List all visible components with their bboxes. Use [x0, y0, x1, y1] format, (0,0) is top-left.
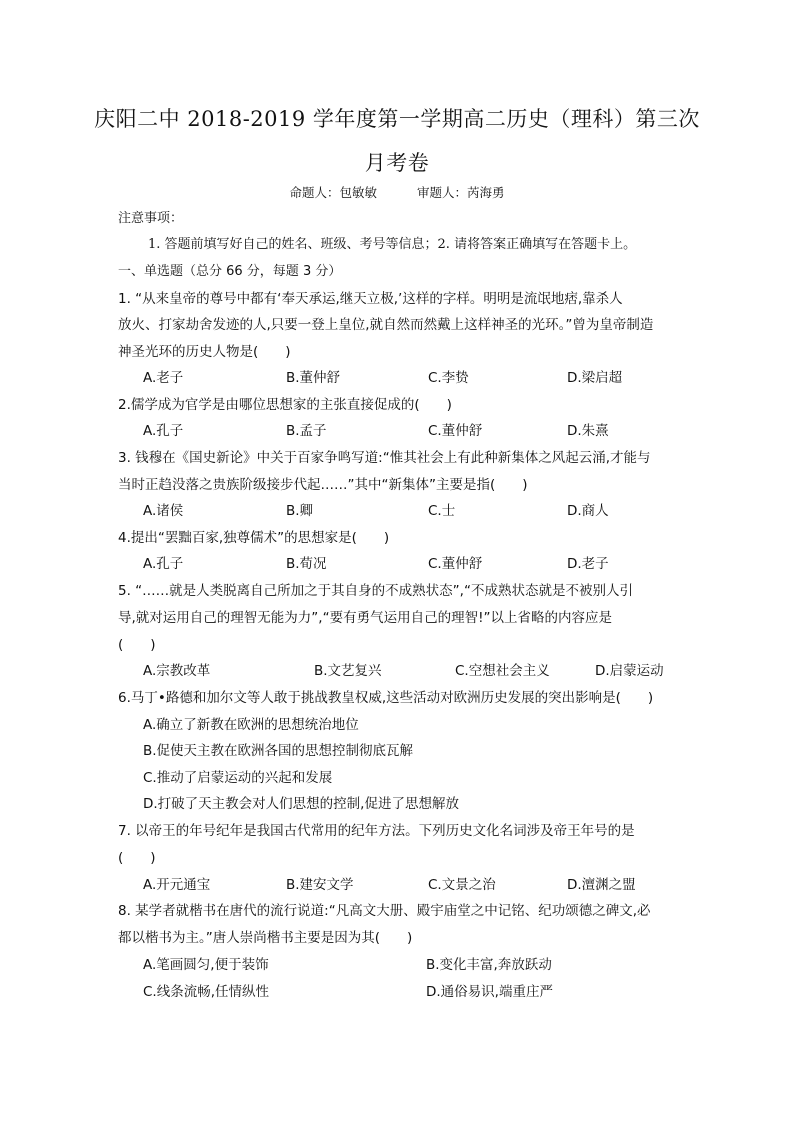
notice-heading: 注意事项：	[118, 211, 184, 226]
question-1-option-c: C.李贽	[428, 370, 469, 386]
question-1-line-2: 放火、打家劫舍发迹的人,只要一登上皇位,就自然而然戴上这样神圣的光环。”曾为皇帝制造	[118, 317, 654, 333]
question-2-option-a: A.孔子	[143, 423, 184, 439]
question-3-option-a: A.诸侯	[143, 503, 184, 519]
question-4-line-1: 4.提出“罢黜百家,独尊儒术”的思想家是( )	[118, 530, 390, 546]
question-6-option-d: D.打破了天主教会对人们思想的控制,促进了思想解放	[143, 796, 459, 812]
question-3-line-2: 当时正趋没落之贵族阶级接步代起……”其中“新集体”主要是指( )	[118, 477, 528, 493]
question-4-option-b: B.荀况	[286, 556, 327, 572]
question-6-line-1: 6.马丁•路德和加尔文等人敢于挑战教皇权威,这些活动对欧洲历史发展的突出影响是( )	[118, 690, 654, 706]
question-8-line-1: 8. 某学者就楷书在唐代的流行说道:“凡高文大册、殿宇庙堂之中记铭、纪功颂德之碑文,必	[118, 903, 651, 919]
question-4-option-d: D.老子	[567, 556, 609, 572]
question-3-option-c: C.士	[428, 503, 456, 519]
reviewer-label: 审题人：芮海勇	[417, 185, 505, 200]
question-3-option-b: B.卿	[286, 503, 314, 519]
question-8-option-c: C.线条流畅,任情纵性	[143, 984, 270, 1000]
question-3-option-d: D.商人	[567, 503, 609, 519]
question-6-option-b: B.促使天主教在欧洲各国的思想控制彻底瓦解	[143, 743, 414, 759]
question-2-option-b: B.孟子	[286, 423, 327, 439]
question-1-option-d: D.梁启超	[567, 370, 623, 386]
exam-title-line-1: 庆阳二中 2018-2019 学年度第一学期高二历史（理科）第三次	[94, 107, 700, 131]
section-heading: 一、单选题（总分 66 分，每题 3 分）	[118, 264, 342, 279]
question-5-line-1: 5. “……就是人类脱离自己所加之于其自身的不成熟状态”,“不成熟状态就是不被别人引	[118, 583, 633, 599]
question-6-option-a: A.确立了新教在欧洲的思想统治地位	[143, 717, 359, 733]
notice-text: 1. 答题前填写好自己的姓名、班级、考号等信息；2. 请将答案正确填写在答题卡上。	[148, 237, 637, 252]
question-8-option-a: A.笔画圆匀,便于装饰	[143, 957, 269, 973]
question-2-option-d: D.朱熹	[567, 423, 609, 439]
question-5-option-c: C.空想社会主义	[455, 663, 550, 679]
question-1-line-1: 1. “从来皇帝的尊号中都有‘奉天承运,继天立极,’这样的字样。明明是流氓地痞,靠杀人	[118, 291, 623, 307]
question-7-line-1: 7. 以帝王的年号纪年是我国古代常用的纪年方法。下列历史文化名词涉及帝王年号的是	[118, 823, 635, 839]
question-6-option-c: C.推动了启蒙运动的兴起和发展	[143, 770, 333, 786]
exam-authors	[0, 183, 794, 201]
question-8-option-b: B.变化丰富,奔放跃动	[426, 957, 552, 973]
author-label: 命题人：包敏敏	[289, 185, 377, 200]
question-7-option-b: B.建安文学	[286, 877, 354, 893]
question-4-option-c: C.董仲舒	[428, 556, 483, 572]
exam-title-line-2: 月考卷	[364, 151, 430, 175]
question-3-line-1: 3. 钱穆在《国史新论》中关于百家争鸣写道:“惟其社会上有此种新集体之风起云涌,才能与	[118, 450, 651, 466]
question-1-option-b: B.董仲舒	[286, 370, 341, 386]
question-7-option-c: C.文景之治	[428, 877, 496, 893]
question-5-option-d: D.启蒙运动	[595, 663, 664, 679]
question-8-line-2: 都以楷书为主。”唐人崇尚楷书主要是因为其( )	[118, 930, 413, 946]
question-5-line-2: 导,就对运用自己的理智无能为力”,“要有勇气运用自己的理智!”以上省略的内容应是	[118, 610, 612, 626]
question-5-option-b: B.文艺复兴	[314, 663, 382, 679]
question-5-line-3: ( )	[118, 637, 156, 653]
question-7-line-2: ( )	[118, 850, 156, 866]
question-2-line-1: 2.儒学成为官学是由哪位思想家的主张直接促成的( )	[118, 397, 452, 413]
question-4-option-a: A.孔子	[143, 556, 184, 572]
question-7-option-a: A.开元通宝	[143, 877, 211, 893]
question-1-line-3: 神圣光环的历史人物是( )	[118, 344, 291, 360]
question-2-option-c: C.董仲舒	[428, 423, 483, 439]
question-8-option-d: D.通俗易识,端重庄严	[426, 984, 553, 1000]
question-7-option-d: D.澶渊之盟	[567, 877, 636, 893]
question-1-option-a: A.老子	[143, 370, 184, 386]
question-5-option-a: A.宗教改革	[143, 663, 211, 679]
